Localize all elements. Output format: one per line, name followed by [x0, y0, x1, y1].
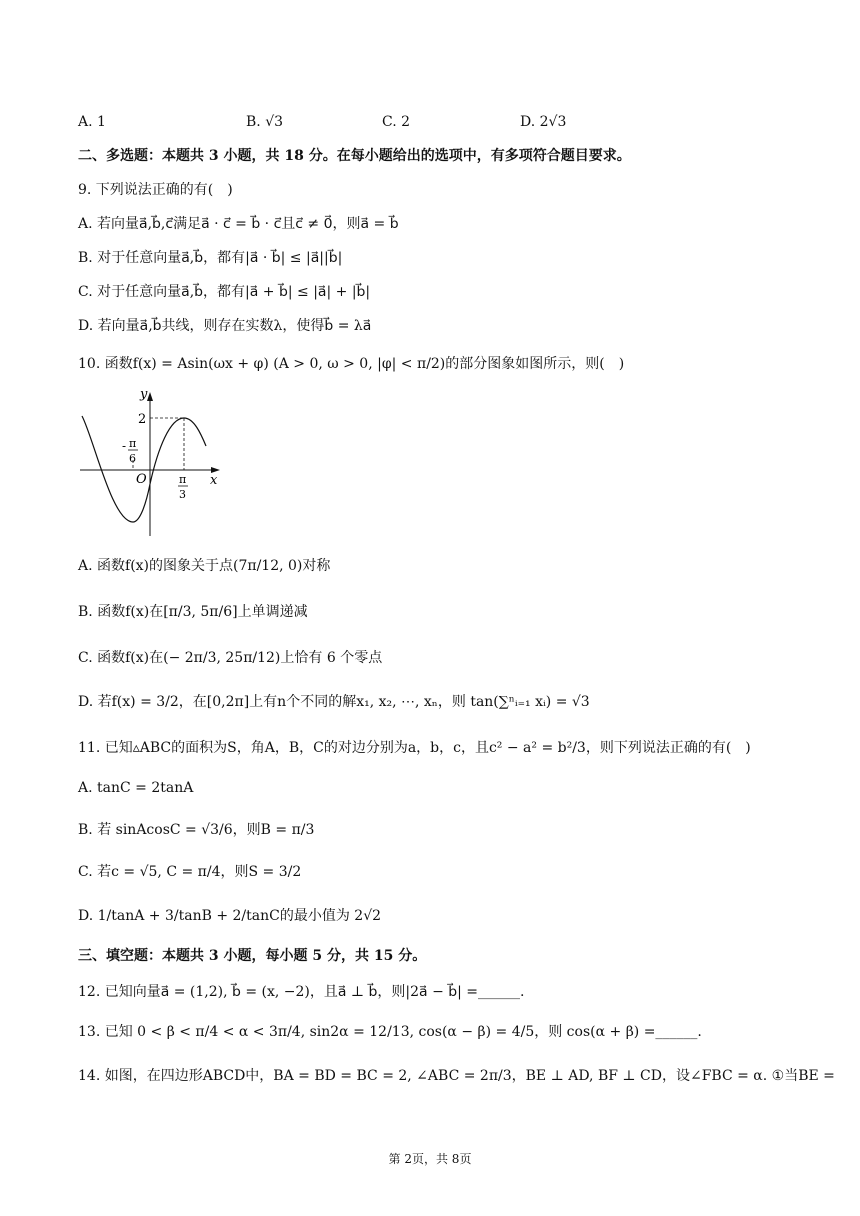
x-axis-label: x [210, 473, 218, 488]
q10-option-c: C. 函数f(x)在(− 2π/3, 25π/12)上恰有 6 个零点 [78, 650, 383, 666]
q10-option-d: D. 若f(x) = 3/2，在[0,2π]上有n个不同的解x₁, x₂, ⋯, xₙ，则 tan(∑ⁿᵢ₌₁ xᵢ) = √3 [78, 694, 590, 710]
q13-text: 13. 已知 0 < β < π/4 < α < 3π/4, sin2α = 12/13, cos(α − β) = 4/5，则 cos(α + β) =______. [78, 1024, 702, 1040]
pi-over-3-denominator: 3 [179, 488, 186, 501]
q10-stem: 10. 函数f(x) = Asin(ωx + φ) (A > 0, ω > 0, |φ| < π/2)的部分图象如图所示，则( ) [78, 356, 625, 372]
q8-option-d: D. 2√3 [520, 114, 567, 130]
section3-heading: 三、填空题：本题共 3 小题，每小题 5 分，共 15 分。 [78, 948, 427, 964]
q10-option-a: A. 函数f(x)的图象关于点(7π/12, 0)对称 [78, 558, 331, 574]
neg-pi-over-6-prefix: - [122, 439, 127, 453]
q11-option-b: B. 若 sinAcosC = √3/6，则B = π/3 [78, 822, 315, 838]
origin-label: O [136, 472, 147, 487]
q8-option-c: C. 2 [382, 114, 411, 130]
section2-heading: 二、多选题：本题共 3 小题，共 18 分。在每小题给出的选项中，有多项符合题目要求。 [78, 148, 631, 164]
q11-option-d: D. 1/tanA + 3/tanB + 2/tanC的最小值为 2√2 [78, 908, 382, 924]
neg-pi-over-6-denominator: 6 [129, 452, 136, 465]
q8-options [0, 114, 860, 134]
page-footer: 第 2页，共 8页 [388, 1152, 472, 1166]
y-axis-arrow [147, 392, 153, 401]
q9-option-a: A. 若向量a⃗,b⃗,c⃗满足a⃗ · c⃗ = b⃗ · c⃗且c⃗ ≠ 0⃗，则a⃗ = b⃗ [78, 216, 399, 232]
sine-curve [82, 416, 206, 522]
q9-option-b: B. 对于任意向量a⃗,b⃗，都有|a⃗ · b⃗| ≤ |a⃗||b⃗| [78, 250, 343, 266]
neg-pi-over-6-numerator: π [129, 437, 137, 450]
q14-text: 14. 如图，在四边形ABCD中，BA = BD = BC = 2, ∠ABC = 2π/3，BE ⊥ AD, BF ⊥ CD，设∠FBC = α. ①当BE = [78, 1068, 835, 1084]
q10-option-b: B. 函数f(x)在[π/3, 5π/6]上单调递减 [78, 604, 308, 620]
q9-option-d: D. 若向量a⃗,b⃗共线，则存在实数λ，使得b⃗ = λa⃗ [78, 318, 372, 334]
q11-option-c: C. 若c = √5, C = π/4，则S = 3/2 [78, 864, 302, 880]
q8-option-b: B. √3 [246, 114, 284, 130]
q8-option-a: A. 1 [78, 114, 106, 130]
y-axis-label: y [140, 387, 148, 402]
max-value-label: 2 [138, 412, 147, 427]
q12-text: 12. 已知向量a⃗ = (1,2), b⃗ = (x, −2)，且a⃗ ⊥ b⃗，则|2a⃗ − b⃗| =______. [78, 984, 525, 1000]
q9-stem: 9. 下列说法正确的有( ) [78, 182, 233, 198]
q9-option-c: C. 对于任意向量a⃗,b⃗，都有|a⃗ + b⃗| ≤ |a⃗| + |b⃗| [78, 284, 371, 300]
sine-graph-figure [74, 384, 234, 544]
q11-option-a: A. tanC = 2tanA [78, 780, 194, 796]
q11-stem: 11. 已知▵ABC的面积为S，角A，B，C的对边分别为a，b，c，且c² − a² = b²/3，则下列说法正确的有( ) [78, 740, 751, 756]
pi-over-3-numerator: π [179, 473, 187, 486]
